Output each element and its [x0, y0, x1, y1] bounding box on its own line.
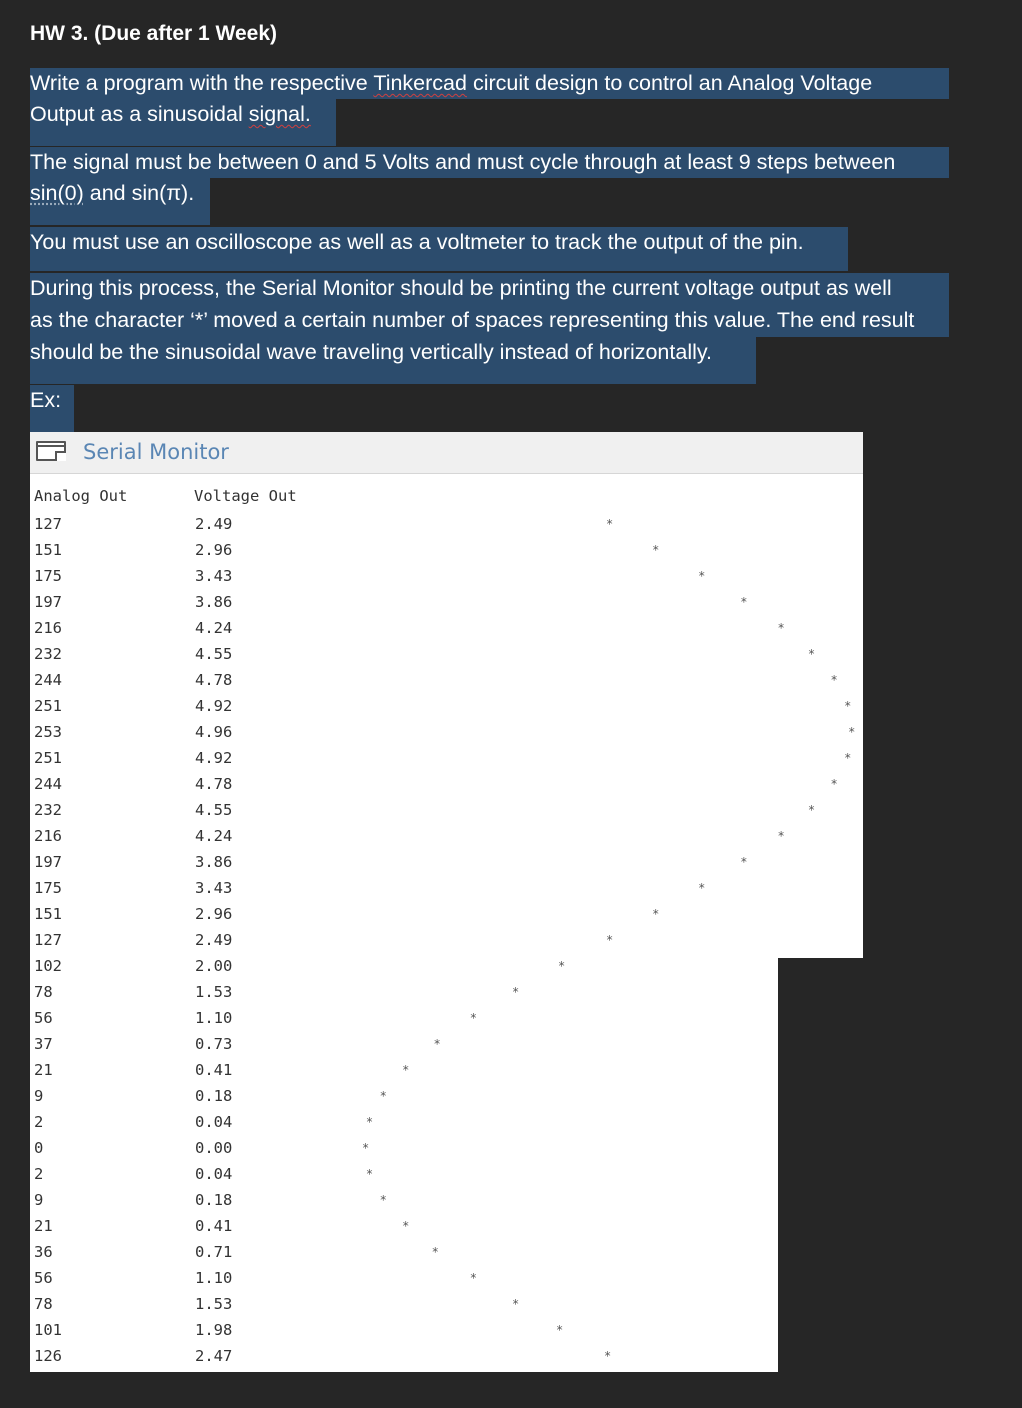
row-analog-value: 9 — [34, 1087, 44, 1105]
row-star-marker: * — [511, 1297, 520, 1311]
row-analog-value: 251 — [34, 697, 62, 715]
row-star-marker: * — [652, 907, 660, 921]
paragraph-4-line-1: During this process, the Serial Monitor should be printing the current voltage output as well — [30, 273, 949, 305]
row-star-marker: * — [431, 1245, 439, 1259]
row-voltage-value: 0.41 — [195, 1217, 233, 1235]
row-analog-value: 127 — [34, 931, 62, 949]
signal-word: signal. — [248, 102, 311, 126]
row-voltage-value: 4.78 — [195, 775, 233, 793]
row-star-marker: * — [511, 985, 520, 999]
row-voltage-value: 1.98 — [195, 1321, 233, 1339]
row-analog-value: 151 — [34, 905, 62, 923]
row-star-marker: * — [740, 855, 748, 869]
row-analog-value: 56 — [34, 1269, 53, 1287]
row-voltage-value: 1.10 — [195, 1009, 233, 1027]
row-voltage-value: 0.04 — [195, 1113, 233, 1131]
row-voltage-value: 0.71 — [195, 1243, 233, 1261]
row-analog-value: 2 — [34, 1113, 44, 1131]
row-voltage-value: 4.92 — [195, 697, 233, 715]
row-voltage-value: 2.96 — [195, 905, 233, 923]
row-star-marker: * — [379, 1089, 387, 1103]
row-analog-value: 126 — [34, 1347, 62, 1365]
row-voltage-value: 2.47 — [195, 1347, 233, 1365]
row-voltage-value: 0.73 — [195, 1035, 233, 1053]
row-voltage-value: 4.78 — [195, 671, 233, 689]
row-voltage-value: 0.18 — [195, 1191, 233, 1209]
row-voltage-value: 4.96 — [195, 723, 233, 741]
row-star-marker: * — [558, 959, 566, 973]
row-star-marker: * — [556, 1323, 564, 1337]
row-star-marker: * — [433, 1037, 441, 1051]
row-analog-value: 102 — [34, 957, 62, 975]
paragraph-2-line-1: The signal must be between 0 and 5 Volts and must cycle through at least 9 steps between — [30, 147, 949, 178]
row-analog-value: 216 — [34, 619, 62, 637]
row-voltage-value: 4.55 — [195, 801, 233, 819]
row-star-marker: * — [740, 595, 748, 609]
row-star-marker: * — [379, 1193, 387, 1207]
row-analog-value: 2 — [34, 1165, 44, 1183]
sin-zero-text: sin(0) — [30, 181, 84, 205]
tinkercad-word: Tinkercad — [373, 71, 467, 95]
row-analog-value: 127 — [34, 515, 62, 533]
row-analog-value: 175 — [34, 567, 62, 585]
row-star-marker: * — [844, 751, 852, 765]
serial-monitor-panel-lower — [30, 958, 778, 1372]
row-voltage-value: 4.24 — [195, 619, 233, 637]
row-star-marker: * — [402, 1219, 410, 1233]
row-star-marker: * — [698, 881, 706, 895]
row-analog-value: 21 — [34, 1217, 53, 1235]
row-star-marker: * — [652, 543, 660, 557]
serial-monitor-icon — [36, 441, 66, 461]
row-analog-value: 232 — [34, 801, 62, 819]
row-star-marker: * — [365, 1167, 374, 1181]
row-analog-value: 216 — [34, 827, 62, 845]
row-voltage-value: 0.18 — [195, 1087, 233, 1105]
row-star-marker: * — [844, 699, 852, 713]
serial-monitor-title: Serial Monitor — [83, 440, 229, 464]
row-analog-value: 232 — [34, 645, 62, 663]
paragraph-1-line-1: Write a program with the respective Tinkercad circuit design to control an Analog Voltage — [30, 68, 949, 99]
row-analog-value: 244 — [34, 671, 62, 689]
row-voltage-value: 0.41 — [195, 1061, 233, 1079]
row-analog-value: 56 — [34, 1009, 53, 1027]
row-star-marker: * — [830, 673, 838, 687]
row-star-marker: * — [606, 517, 614, 531]
column-header-voltage-out: Voltage Out — [194, 487, 297, 505]
row-analog-value: 9 — [34, 1191, 44, 1209]
row-voltage-value: 2.00 — [195, 957, 233, 975]
row-voltage-value: 1.10 — [195, 1269, 233, 1287]
row-star-marker: * — [469, 1011, 478, 1025]
assignment-heading: HW 3. (Due after 1 Week) — [30, 22, 278, 45]
row-analog-value: 151 — [34, 541, 62, 559]
row-analog-value: 175 — [34, 879, 62, 897]
row-voltage-value: 4.55 — [195, 645, 233, 663]
row-star-marker: * — [807, 803, 816, 817]
row-voltage-value: 1.53 — [195, 1295, 233, 1313]
paragraph-3: You must use an oscilloscope as well as a voltmeter to track the output of the pin. — [30, 227, 848, 271]
row-voltage-value: 1.53 — [195, 983, 233, 1001]
paragraph-2-line-2: sin(0) and sin(π). — [30, 178, 210, 225]
paragraph-4-line-2: as the character ‘*’ moved a certain number of spaces representing this value. The end result — [30, 305, 949, 337]
row-analog-value: 0 — [34, 1139, 44, 1157]
row-voltage-value: 0.04 — [195, 1165, 233, 1183]
row-star-marker: * — [830, 777, 838, 791]
row-voltage-value: 2.49 — [195, 931, 233, 949]
row-star-marker: * — [777, 621, 785, 635]
row-voltage-value: 3.86 — [195, 593, 233, 611]
row-analog-value: 37 — [34, 1035, 53, 1053]
row-star-marker: * — [807, 647, 816, 661]
row-analog-value: 251 — [34, 749, 62, 767]
row-star-marker: * — [777, 829, 785, 843]
row-voltage-value: 3.86 — [195, 853, 233, 871]
row-analog-value: 197 — [34, 853, 62, 871]
row-analog-value: 101 — [34, 1321, 62, 1339]
row-star-marker: * — [606, 933, 614, 947]
row-voltage-value: 2.96 — [195, 541, 233, 559]
column-header-analog-out: Analog Out — [34, 487, 128, 505]
example-label: Ex: — [30, 385, 74, 432]
serial-monitor-header — [30, 432, 863, 474]
row-voltage-value: 0.00 — [195, 1139, 233, 1157]
row-star-marker: * — [362, 1141, 370, 1155]
serial-monitor-panel — [30, 432, 863, 958]
row-analog-value: 244 — [34, 775, 62, 793]
row-voltage-value: 3.43 — [195, 567, 233, 585]
row-star-marker: * — [848, 725, 856, 739]
row-voltage-value: 4.92 — [195, 749, 233, 767]
paragraph-4-line-3: should be the sinusoidal wave traveling vertically instead of horizontally. — [30, 337, 756, 384]
row-analog-value: 21 — [34, 1061, 53, 1079]
row-voltage-value: 2.49 — [195, 515, 233, 533]
row-analog-value: 36 — [34, 1243, 53, 1261]
row-star-marker: * — [698, 569, 706, 583]
row-analog-value: 78 — [34, 983, 53, 1001]
row-analog-value: 78 — [34, 1295, 53, 1313]
row-star-marker: * — [365, 1115, 374, 1129]
paragraph-1-line-2: Output as a sinusoidal signal. — [30, 99, 336, 146]
row-analog-value: 197 — [34, 593, 62, 611]
row-star-marker: * — [469, 1271, 478, 1285]
row-analog-value: 253 — [34, 723, 62, 741]
row-star-marker: * — [402, 1063, 410, 1077]
row-voltage-value: 3.43 — [195, 879, 233, 897]
row-star-marker: * — [604, 1349, 612, 1363]
row-voltage-value: 4.24 — [195, 827, 233, 845]
